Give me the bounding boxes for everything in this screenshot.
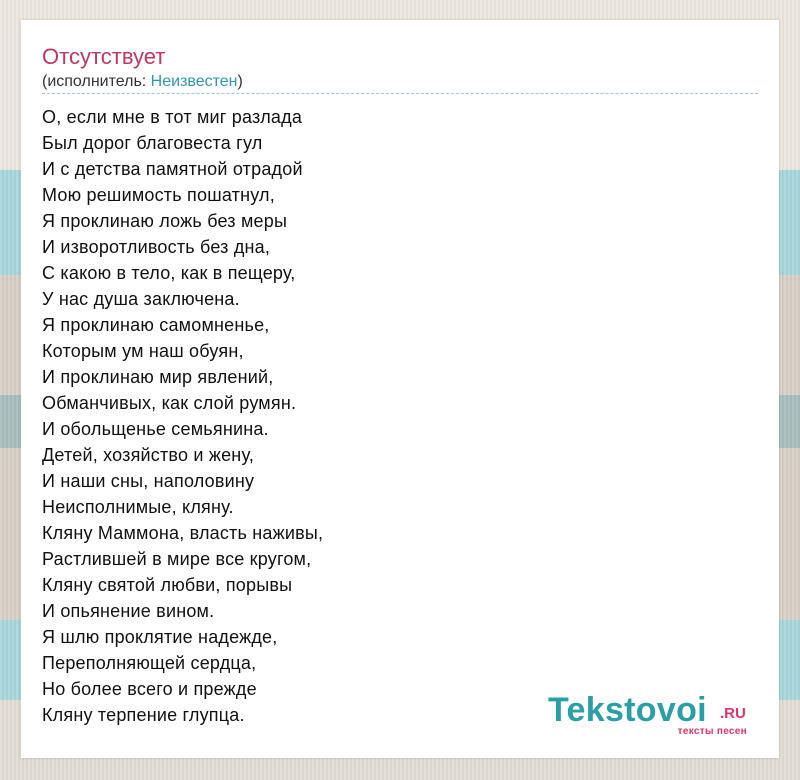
lyric-line: Я проклинаю ложь без меры	[42, 211, 288, 231]
lyric-line: И проклинаю мир явлений,	[42, 367, 274, 387]
lyric-line: Кляну терпение глупца.	[42, 705, 245, 725]
artist-link[interactable]: Неизвестен	[150, 73, 238, 90]
lyric-line: Кляну святой любви, порывы	[42, 575, 293, 595]
lyric-line: Неисполнимые, кляну.	[42, 497, 234, 517]
artist-suffix: )	[237, 73, 243, 90]
lyric-line: У нас душа заключена.	[42, 289, 240, 309]
lyric-line: Обманчивых, как слой румян.	[42, 393, 297, 413]
lyric-line: Переполняющей сердца,	[42, 653, 257, 673]
lyric-line: И изворотливость без дна,	[42, 237, 271, 257]
title-divider	[42, 93, 758, 94]
lyric-line: И с детства памятной отрадой	[42, 159, 303, 179]
logo-tld: .RU	[720, 705, 746, 722]
lyrics-card	[21, 20, 779, 758]
artist-line	[42, 72, 243, 92]
lyric-line: Мою решимость пошатнул,	[42, 185, 275, 205]
lyric-line: Растлившей в мире все кругом,	[42, 549, 312, 569]
lyric-line: И опьянение вином.	[42, 601, 215, 621]
lyric-line: Детей, хозяйство и жену,	[42, 445, 255, 465]
lyric-line: Был дорог благовеста гул	[42, 133, 263, 153]
lyrics-text	[42, 104, 323, 728]
lyric-line: И наши сны, наполовину	[42, 471, 255, 491]
logo-tagline: тексты песен	[677, 726, 747, 737]
song-title: Отсутствует	[42, 44, 166, 69]
lyric-line: Которым ум наш обуян,	[42, 341, 244, 361]
artist-prefix: (исполнитель:	[42, 73, 151, 90]
logo-name: Tekstovoi	[548, 691, 707, 729]
lyric-line: Но более всего и прежде	[42, 679, 257, 699]
lyric-line: О, если мне в тот миг разлада	[42, 107, 303, 127]
lyric-line: Я шлю проклятие надежде,	[42, 627, 278, 647]
lyric-line: Я проклинаю самомненье,	[42, 315, 270, 335]
lyric-line: С какою в тело, как в пещеру,	[42, 263, 296, 283]
site-logo[interactable]	[548, 690, 758, 740]
lyric-line: И обольщенье семьянина.	[42, 419, 269, 439]
lyric-line: Кляну Маммона, власть наживы,	[42, 523, 324, 543]
